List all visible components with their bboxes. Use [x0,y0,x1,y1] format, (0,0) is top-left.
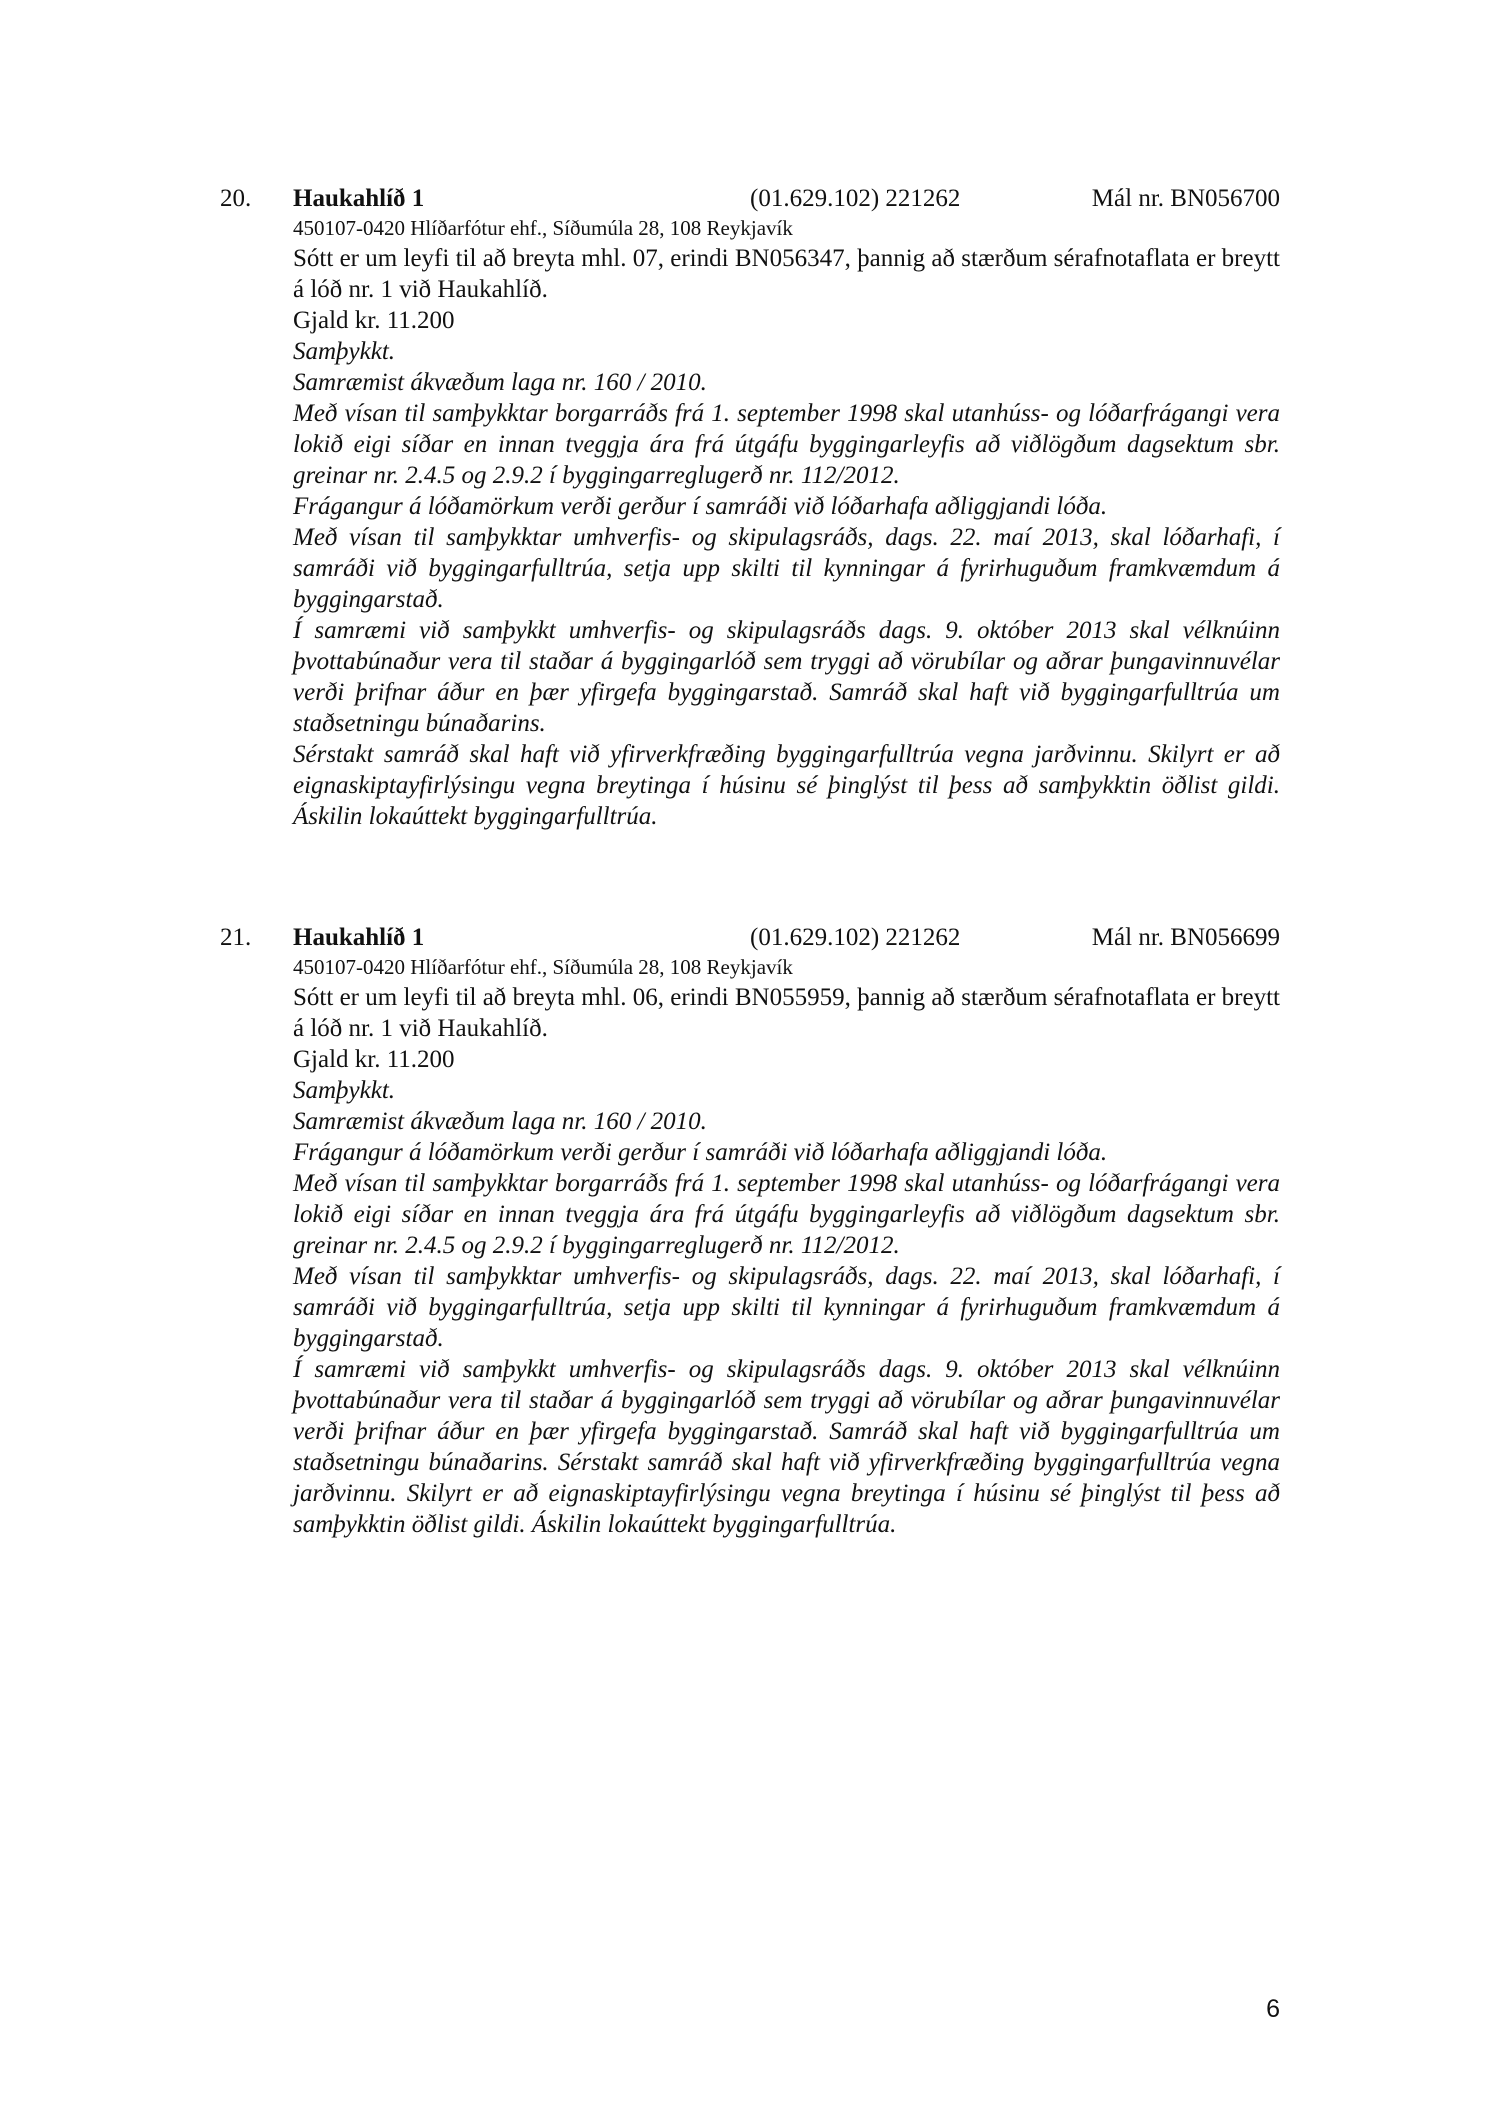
entry-applicant: 450107-0420 Hlíðarfótur ehf., Síðumúla 28, 108 Reykjavík [293,955,793,979]
entry-reference: (01.629.102) 221262 [750,185,961,212]
entry-20 [220,183,1280,832]
entry-body [293,214,1280,832]
entry-paragraph: Gjald kr. 11.200 [293,307,455,334]
entry-header [220,922,1280,953]
entry-address: Haukahlíð 1 [293,185,425,212]
entry-case-number: Mál nr. BN056699 [1091,924,1280,951]
entry-paragraph: Samræmist ákvæðum laga nr. 160 / 2010. [293,369,707,396]
entry-number: 20. [220,185,252,212]
entry-paragraph: Samþykkt. [293,1077,396,1104]
entry-paragraph: Samþykkt. [293,338,396,365]
entry-paragraph: Sótt er um leyfi til að breyta mhl. 06, erindi BN055959, þannig að stærðum sérafnotaflata er breytt á lóð nr. 1 við Haukahlíð. [293,984,1280,1042]
entry-body [293,953,1280,1540]
entry-paragraph: Með vísan til samþykktar borgarráðs frá 1. september 1998 skal utanhúss- og lóðarfrágangi vera lokið eigi síðar en innan tveggja ára frá útgáfu byggingarleyfis að viðlögðum dagsektum sbr. greinar nr. 2.4.5 og 2.9.2 í byggingarreglugerð nr. 112/2012. [293,400,1280,489]
entry-applicant: 450107-0420 Hlíðarfótur ehf., Síðumúla 28, 108 Reykjavík [293,216,793,240]
entry-case-number: Mál nr. BN056700 [1091,185,1280,212]
entry-address: Haukahlíð 1 [293,924,425,951]
entry-paragraph: Í samræmi við samþykkt umhverfis- og skipulagsráðs dags. 9. október 2013 skal vélknúinn þvottabúnaður vera til staðar á byggingarlóð sem tryggi að vörubílar og aðrar þungavinnuvélar verði þrifnar áður en þær yfirgefa byggingarstað. Samráð skal haft við byggingarfulltrúa um staðsetningu búnaðarins. [293,617,1280,737]
entry-paragraph: Með vísan til samþykktar borgarráðs frá 1. september 1998 skal utanhúss- og lóðarfrágangi vera lokið eigi síðar en innan tveggja ára frá útgáfu byggingarleyfis að viðlögðum dagsektum sbr. greinar nr. 2.4.5 og 2.9.2 í byggingarreglugerð nr. 112/2012. [293,1170,1280,1259]
entry-header [220,183,1280,214]
entry-paragraph: Með vísan til samþykktar umhverfis- og skipulagsráðs, dags. 22. maí 2013, skal lóðarhafi, í samráði við byggingarfulltrúa, setja upp skilti til kynningar á fyrirhuguðum framkvæmdum á byggingarstað. [293,1263,1280,1352]
entry-paragraphs [293,982,1280,1540]
entry-paragraph: Sótt er um leyfi til að breyta mhl. 07, erindi BN056347, þannig að stærðum sérafnotaflata er breytt á lóð nr. 1 við Haukahlíð. [293,245,1280,303]
entry-paragraph: Frágangur á lóðamörkum verði gerður í samráði við lóðarhafa aðliggjandi lóða. [293,493,1108,520]
entry-number: 21. [220,924,252,951]
entry-paragraph: Með vísan til samþykktar umhverfis- og skipulagsráðs, dags. 22. maí 2013, skal lóðarhafi, í samráði við byggingarfulltrúa, setja upp skilti til kynningar á fyrirhuguðum framkvæmdum á byggingarstað. [293,524,1280,613]
entry-paragraph: Frágangur á lóðamörkum verði gerður í samráði við lóðarhafa aðliggjandi lóða. [293,1139,1108,1166]
entry-paragraph: Sérstakt samráð skal haft við yfirverkfræðing byggingarfulltrúa vegna jarðvinnu. Skilyrt er að eignaskiptayfirlýsingu vegna breytinga í húsinu sé þinglýst til þess að samþykktin öðlist gildi. Áskilin lokaúttekt byggingarfulltrúa. [293,741,1280,830]
entry-21 [220,922,1280,1540]
entry-reference: (01.629.102) 221262 [750,924,961,951]
page-number: 6 [1266,1995,1280,2023]
entry-paragraph: Gjald kr. 11.200 [293,1046,455,1073]
entry-paragraph: Samræmist ákvæðum laga nr. 160 / 2010. [293,1108,707,1135]
entry-paragraphs [293,243,1280,832]
entry-paragraph: Í samræmi við samþykkt umhverfis- og skipulagsráðs dags. 9. október 2013 skal vélknúinn þvottabúnaður vera til staðar á byggingarlóð sem tryggi að vörubílar og aðrar þungavinnuvélar verði þrifnar áður en þær yfirgefa byggingarstað. Samráð skal haft við byggingarfulltrúa um staðsetningu búnaðarins. Sérstakt samráð skal haft við yfirverkfræðing byggingarfulltrúa vegna jarðvinnu. Skilyrt er að eignaskiptayfirlýsingu vegna breytinga í húsinu sé þinglýst til þess að samþykktin öðlist gildi. Áskilin lokaúttekt byggingarfulltrúa. [293,1356,1280,1538]
